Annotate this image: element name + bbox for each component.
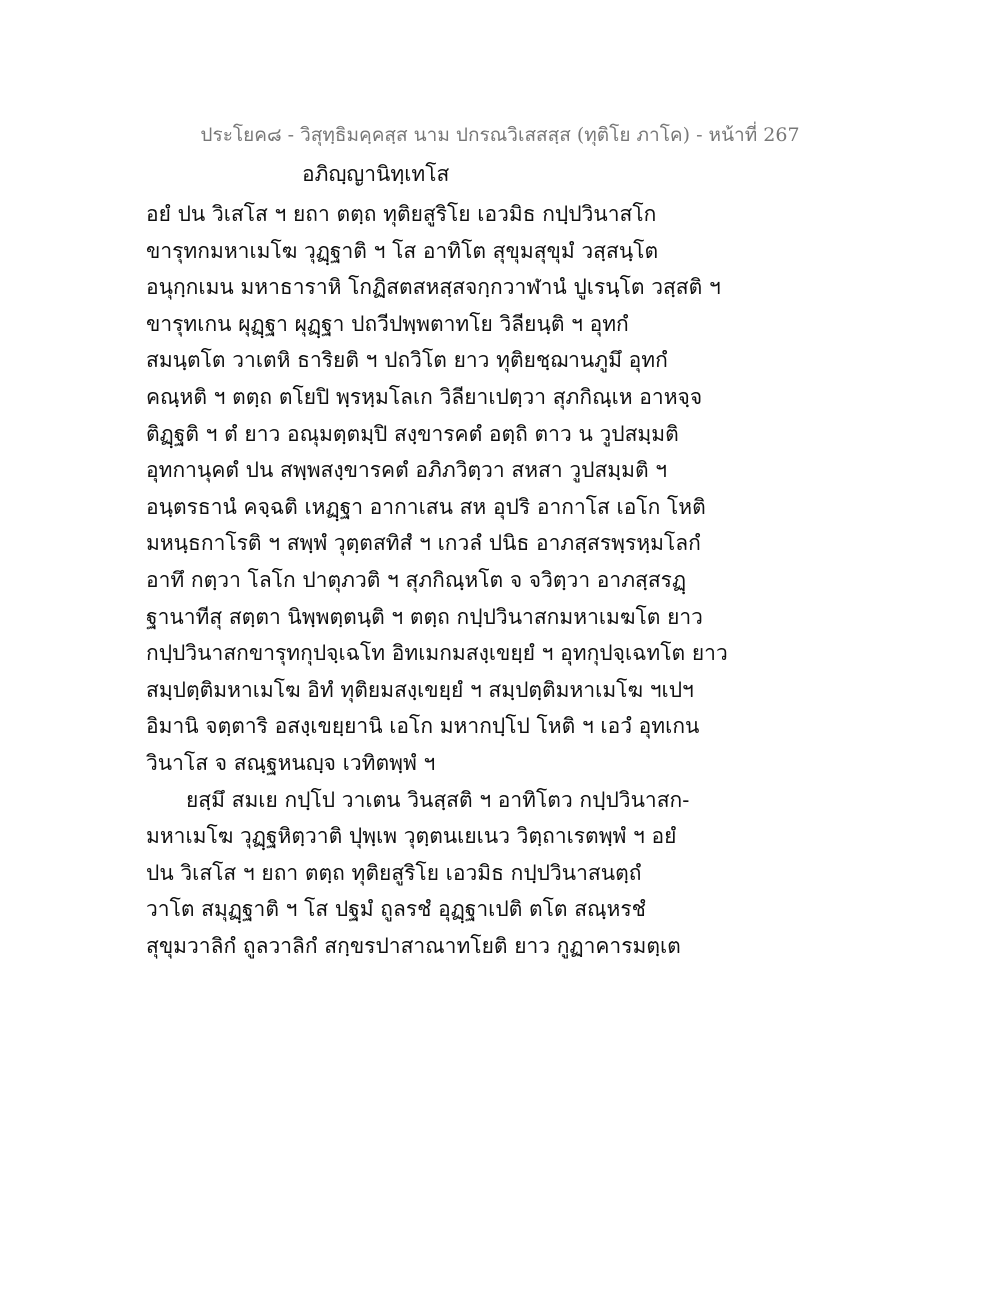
text-line: อิมานิ จตฺตาริ อสงฺเขยฺยานิ เอโก มหากปฺโป โหติ ฯ เอวํ อุทเกน <box>146 714 700 739</box>
text-line: ฐานาทีสุ สตฺตา นิพฺพตฺตนฺติ ฯ ตตฺถ กปฺปวินาสกมหาเมฆโต ยาว <box>146 604 703 629</box>
text-line: ขารุทเกน ผุฏฺฐา ผุฏฺฐา ปถวีปพฺพตาทโย วิลียนฺติ ฯ อุทกํ <box>146 311 629 336</box>
text-line: อุทกานุคตํ ปน สพฺพสงฺขารคตํ อภิภวิตฺวา สหสา วูปสมฺมติ ฯ <box>146 458 668 483</box>
text-line: สุขุมวาลิกํ ถูลวาลิกํ สกฺขรปาสาณาทโยติ ยาว กูฏาคารมตฺเต <box>146 933 681 958</box>
text-line: ขารุทกมหาเมโฆ วุฏฺฐาติ ฯ โส อาทิโต สุขุมสุขุมํ วสฺสนฺโต <box>146 238 659 263</box>
text-line: กปฺปวินาสกขารุทกุปจฺเฉโท อิทเมกมสงฺเขยฺยํ ฯ อุทกุปจฺเฉทโต ยาว <box>146 641 728 666</box>
text-line: สมฺปตฺติมหาเมโฆ อิทํ ทุติยมสงฺเขยฺยํ ฯ สมฺปตฺติมหาเมโฆ ฯเปฯ <box>146 677 694 702</box>
section-title: อภิญฺญานิทฺเทโส <box>302 162 450 186</box>
text-line: อยํ ปน วิเสโส ฯ ยถา ตตฺถ ทุติยสูริโย เอวมิธ กปฺปวินาสโก <box>146 202 657 226</box>
text-line: อนฺตรธานํ คจฺฉติ เหฏฺฐา อากาเสน สห อุปริ อากาโส เอโก โหติ <box>146 494 706 519</box>
text-line: วาโต สมุฏฺฐาติ ฯ โส ปฐมํ ถูลรชํ อุฏฺฐาเปติ ตโต สณฺหรชํ <box>146 897 646 922</box>
document-body <box>146 196 866 964</box>
text-line: อาทึ กตฺวา โลโก ปาตุภวติ ฯ สุภกิณฺหโต จ จวิตฺวา อาภสฺสรฏฺ <box>146 567 687 592</box>
text-line: คณฺหติ ฯ ตตฺถ ตโยปิ พฺรหฺมโลเก วิลียาเปตฺวา สุภกิณฺเห อาหจฺจ <box>146 384 703 409</box>
text-line: วินาโส จ สณฺฐหนญฺจ เวทิตพฺพํ ฯ <box>146 750 436 775</box>
page-header: ประโยค๘ - วิสุทฺธิมคฺคสฺส นาม ปกรณวิเสสสฺส (ทุติโย ภาโค) - หน้าที่ 267 <box>200 124 800 146</box>
text-line: สมนฺตโต วาเตหิ ธาริยติ ฯ ปถวิโต ยาว ทุติยชฺฌานภูมึ อุทกํ <box>146 348 668 373</box>
text-line: มหนฺธกาโรติ ฯ สพฺพํ วุตฺตสทิสํ ฯ เกวลํ ปนิธ อาภสฺสรพฺรหฺมโลกํ <box>146 531 701 556</box>
text-line: อนุกฺกเมน มหาธาราหิ โกฏิสตสหสฺสจกฺกวาฬานํ ปูเรนฺโต วสฺสติ ฯ <box>146 275 721 300</box>
paragraph-first-line: ยสฺมึ สมเย กปฺโป วาเตน วินสฺสติ ฯ อาทิโตว กปฺปวินาสก- <box>186 787 690 812</box>
text-line: ติฏฺฐติ ฯ ตํ ยาว อณุมตฺตมฺปิ สงฺขารคตํ อตฺถิ ตาว น วูปสมฺมติ <box>146 421 679 446</box>
text-line: มหาเมโฆ วุฏฺฐหิตฺวาติ ปุพฺเพ วุตฺตนเยเนว วิตฺถาเรตพฺพํ ฯ อยํ <box>146 824 677 849</box>
text-line: ปน วิเสโส ฯ ยถา ตตฺถ ทุติยสูริโย เอวมิธ กปฺปวินาสนตฺถํ <box>146 860 642 885</box>
